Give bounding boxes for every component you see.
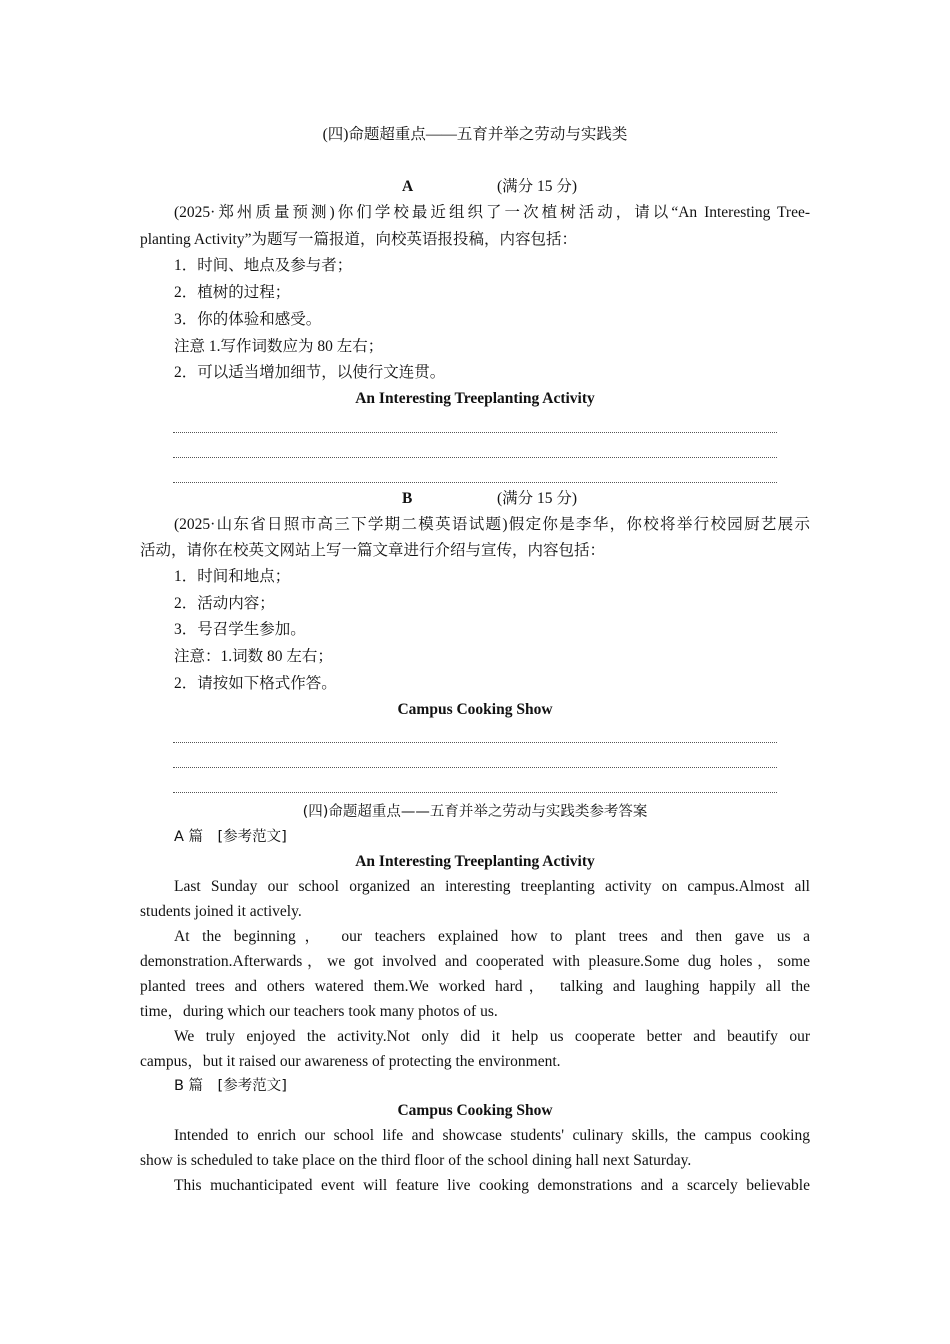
section-a-score: (满分 15 分) bbox=[497, 178, 578, 195]
section-b-prompt-line2: 活动，请你在校英文网站上写一篇文章进行介绍与宣传，内容包括： bbox=[140, 542, 606, 559]
section-a-essay-title: An Interesting Treeplanting Activity bbox=[355, 390, 595, 407]
section-b-prompt-line1: (2025·山东省日照市高三下学期二模英语试题)假定你是李华，你校将举行校园厨艺展示 bbox=[174, 516, 810, 533]
answer-a-line: At the beginning， our teachers explained how to plant trees and then gave us a bbox=[174, 928, 810, 945]
answer-line bbox=[173, 767, 777, 768]
answers-heading: (四)命题超重点——五育并举之劳动与实践类参考答案 bbox=[302, 804, 648, 820]
answer-line bbox=[173, 457, 777, 458]
answer-b-title: Campus Cooking Show bbox=[397, 1102, 553, 1119]
section-b-letter: B bbox=[402, 490, 413, 507]
answer-a-line: time，during which our teachers took many photos of us. bbox=[140, 1003, 498, 1020]
answer-line bbox=[173, 432, 777, 433]
answer-a-title: An Interesting Treeplanting Activity bbox=[355, 853, 595, 870]
section-a-item: 2．植树的过程； bbox=[174, 284, 291, 301]
answer-a-line: Last Sunday our school organized an interesting treeplanting activity on campus.Almost all bbox=[174, 878, 810, 895]
section-a-prompt-line2: planting Activity”为题写一篇报道，向校英语报投稿，内容包括： bbox=[140, 231, 577, 248]
answer-a-label: A 篇 [参考范文] bbox=[174, 829, 287, 845]
answer-a-line: demonstration.Afterwards，we got involved and cooperated with pleasure.Some dug holes，some bbox=[140, 953, 810, 970]
answer-b-line: This muchanticipated event will feature live cooking demonstrations and a scarcely believable bbox=[174, 1177, 810, 1194]
section-b-score: (满分 15 分) bbox=[497, 490, 578, 507]
answer-line bbox=[173, 742, 777, 743]
section-b-note2: 2．请按如下格式作答。 bbox=[174, 675, 337, 692]
section-a-prompt-line1: (2025·郑州质量预测)你们学校最近组织了一次植树活动，请以“An Interesting Tree- bbox=[174, 204, 810, 221]
answer-b-line: show is scheduled to take place on the third floor of the school dining hall next Saturday. bbox=[140, 1152, 692, 1169]
answer-a-line: We truly enjoyed the activity.Not only did it help us cooperate better and beautify our bbox=[174, 1028, 810, 1045]
section-a-item: 1．时间、地点及参与者； bbox=[174, 257, 353, 274]
answer-a-line: campus，but it raised our awareness of protecting the environment. bbox=[140, 1053, 561, 1070]
section-a-note2: 2．可以适当增加细节，以使行文连贯。 bbox=[174, 364, 446, 381]
section-b-item: 1．时间和地点； bbox=[174, 568, 291, 585]
answer-b-line: Intended to enrich our school life and showcase students' culinary skills, the campus cooking bbox=[174, 1127, 810, 1144]
section-a-item: 3．你的体验和感受。 bbox=[174, 311, 322, 328]
page-title: (四)命题超重点——五育并举之劳动与实践类 bbox=[322, 126, 628, 143]
section-a-note1: 注意 1.写作词数应为 80 左右； bbox=[174, 338, 384, 355]
answer-line bbox=[173, 792, 777, 793]
section-b-item: 3．号召学生参加。 bbox=[174, 621, 306, 638]
answer-b-label: B 篇 [参考范文] bbox=[174, 1078, 287, 1094]
answer-a-line: students joined it actively. bbox=[140, 903, 302, 920]
section-b-note1: 注意：1.词数 80 左右； bbox=[174, 648, 333, 665]
section-a-letter: A bbox=[402, 178, 414, 195]
answer-a-line: planted trees and others watered them.We worked hard， talking and laughing happily all the bbox=[140, 978, 810, 995]
answer-line bbox=[173, 482, 777, 483]
section-b-essay-title: Campus Cooking Show bbox=[397, 701, 553, 718]
section-b-item: 2．活动内容； bbox=[174, 595, 275, 612]
